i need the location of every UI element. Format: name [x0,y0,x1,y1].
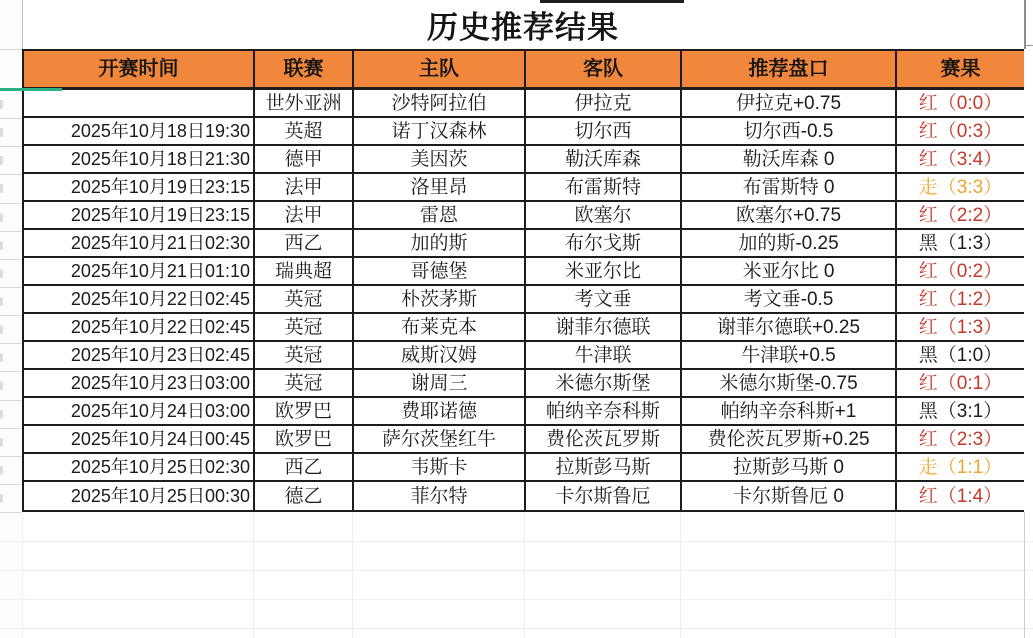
cell-result[interactable]: 红（1:3） [897,314,1024,342]
cell-result[interactable]: 红（1:4） [897,482,1024,510]
cell-home-team[interactable]: 布莱克本 [354,314,526,342]
cell-handicap[interactable]: 布雷斯特 0 [682,174,897,202]
cell-league[interactable]: 英冠 [255,342,354,370]
cell-away-team[interactable]: 布尔戈斯 [526,230,682,258]
cell-away-team[interactable]: 切尔西 [526,118,682,146]
cell-league[interactable]: 德乙 [255,482,354,510]
gridline-vertical [22,512,23,638]
title-row [22,0,1024,49]
strip-gridline [0,371,22,372]
gridline-vertical [352,512,353,638]
column-header-result[interactable]: 赛果 [897,51,1024,90]
cell-time[interactable]: 2025年10月18日19:30 [24,118,255,146]
cell-result[interactable]: 走（1:1） [897,454,1024,482]
strip-gridline [0,203,22,204]
sheet-right-gridline-bottom [1024,512,1025,638]
cell-result[interactable]: 黑（1:0） [897,342,1024,370]
strip-gridline [0,343,22,344]
cell-away-team[interactable]: 欧塞尔 [526,202,682,230]
cell-home-team[interactable]: 美因茨 [354,146,526,174]
clipped-row-number [0,381,3,390]
cell-home-team[interactable]: 韦斯卡 [354,454,526,482]
cell-home-team[interactable]: 萨尔茨堡红牛 [354,426,526,454]
clipped-row-number [0,438,3,447]
cell-handicap[interactable]: 拉斯彭马斯 0 [682,454,897,482]
cell-handicap[interactable]: 谢菲尔德联+0.25 [682,314,897,342]
cell-league[interactable]: 欧罗巴 [255,398,354,426]
cell-away-team[interactable]: 米德尔斯堡 [526,370,682,398]
gridline-horizontal [0,541,1033,542]
strip-gridline [0,484,22,485]
cell-away-team[interactable]: 谢菲尔德联 [526,314,682,342]
cell-home-team[interactable]: 谢周三 [354,370,526,398]
strip-gridline [0,400,22,401]
clipped-row-number [0,184,3,193]
cell-time[interactable]: 2025年10月21日01:10 [24,258,255,286]
strip-gridline [0,231,22,232]
cell-handicap[interactable]: 伊拉克+0.75 [682,90,897,118]
cell-league[interactable]: 瑞典超 [255,258,354,286]
cell-away-team[interactable]: 米亚尔比 [526,258,682,286]
strip-gridline [0,259,22,260]
cell-result[interactable]: 红（0:1） [897,370,1024,398]
cell-time[interactable]: 2025年10月19日23:15 [24,174,255,202]
cell-league[interactable]: 世外亚洲 [255,90,354,118]
cell-league[interactable]: 法甲 [255,202,354,230]
page-title: 历史推荐结果 [427,10,619,45]
strip-gridline [0,456,22,457]
cell-time[interactable]: 2025年10月24日03:00 [24,398,255,426]
cell-handicap[interactable]: 卡尔斯鲁厄 0 [682,482,897,510]
cell-result[interactable]: 红（0:0） [897,90,1024,118]
cell-home-team[interactable]: 费耶诺德 [354,398,526,426]
sheet-right-gridline-top [1024,0,1026,49]
cell-league[interactable]: 英冠 [255,370,354,398]
clipped-row-number [0,241,3,250]
clipped-row-number [0,353,3,362]
cell-result[interactable]: 红（1:2） [897,286,1024,314]
cell-result[interactable]: 黑（1:3） [897,230,1024,258]
cell-time[interactable]: 2025年10月24日00:45 [24,426,255,454]
cell-home-team[interactable]: 菲尔特 [354,482,526,510]
cell-league[interactable]: 英冠 [255,286,354,314]
cell-handicap[interactable]: 牛津联+0.5 [682,342,897,370]
column-header-league[interactable]: 联赛 [255,51,354,90]
cell-league[interactable]: 西乙 [255,454,354,482]
strip-gridline [0,315,22,316]
cell-handicap[interactable]: 欧塞尔+0.75 [682,202,897,230]
strip-gridline [0,428,22,429]
cell-handicap[interactable]: 米德尔斯堡-0.75 [682,370,897,398]
gridline-horizontal [0,628,1033,629]
cell-league[interactable]: 英超 [255,118,354,146]
strip-gridline [0,287,22,288]
cell-time[interactable]: 2025年10月25日02:30 [24,454,255,482]
cell-time[interactable]: 2025年10月22日02:45 [24,286,255,314]
clipped-row-number [0,269,3,278]
cell-away-team[interactable]: 考文垂 [526,286,682,314]
freeze-pane-indicator [0,88,62,91]
column-header-home-team[interactable]: 主队 [354,51,526,90]
cell-home-team[interactable]: 沙特阿拉伯 [354,90,526,118]
cell-league[interactable]: 法甲 [255,174,354,202]
cell-away-team[interactable]: 牛津联 [526,342,682,370]
cell-result[interactable]: 红（2:3） [897,426,1024,454]
cell-handicap[interactable]: 勒沃库森 0 [682,146,897,174]
gridline-vertical [895,512,896,638]
cell-result[interactable]: 红（2:2） [897,202,1024,230]
cell-time[interactable]: 2025年10月23日02:45 [24,342,255,370]
cell-time[interactable]: 2025年10月21日02:30 [24,230,255,258]
cell-league[interactable]: 西乙 [255,230,354,258]
clipped-row-number [0,128,3,137]
clipped-row-number [0,297,3,306]
clipped-row-number [0,156,3,165]
cell-league[interactable]: 欧罗巴 [255,426,354,454]
cell-time[interactable] [24,90,255,118]
cell-home-team[interactable]: 雷恩 [354,202,526,230]
cell-result[interactable]: 红（0:3） [897,118,1024,146]
cell-time[interactable]: 2025年10月23日03:00 [24,370,255,398]
clipped-row-number [0,410,3,419]
cell-home-team[interactable]: 朴茨茅斯 [354,286,526,314]
gridline-horizontal [0,570,1033,571]
cell-away-team[interactable]: 卡尔斯鲁厄 [526,482,682,510]
strip-gridline [0,146,22,147]
clipped-row-number [0,100,3,109]
cell-away-team[interactable]: 费伦茨瓦罗斯 [526,426,682,454]
clipped-row-number [0,494,3,503]
sheet-right-row-gridline [1024,45,1033,46]
cell-away-team[interactable]: 伊拉克 [526,90,682,118]
cell-league[interactable]: 英冠 [255,314,354,342]
cell-result[interactable]: 走（3:3） [897,174,1024,202]
clipped-row-number [0,213,3,222]
cell-handicap[interactable]: 加的斯-0.25 [682,230,897,258]
cell-time[interactable]: 2025年10月19日23:15 [24,202,255,230]
cell-away-team[interactable]: 勒沃库森 [526,146,682,174]
results-table [22,49,1024,512]
strip-gridline [0,512,22,513]
cell-handicap[interactable]: 考文垂-0.5 [682,286,897,314]
column-header-away-team[interactable]: 客队 [526,51,682,90]
gridline-horizontal [0,599,1033,600]
column-header-time[interactable]: 开赛时间 [24,51,255,90]
cell-result[interactable]: 红（3:4） [897,146,1024,174]
gridline-vertical [253,512,254,638]
gridline-vertical [524,512,525,638]
cell-home-team[interactable]: 洛里昂 [354,174,526,202]
cell-home-team[interactable]: 诺丁汉森林 [354,118,526,146]
gridline-vertical [680,512,681,638]
cell-away-team[interactable]: 拉斯彭马斯 [526,454,682,482]
cell-away-team[interactable]: 布雷斯特 [526,174,682,202]
column-header-handicap[interactable]: 推荐盘口 [682,51,897,90]
clipped-row-number [0,325,3,334]
cell-home-team[interactable]: 加的斯 [354,230,526,258]
strip-gridline [0,174,22,175]
cell-handicap[interactable]: 切尔西-0.5 [682,118,897,146]
cell-result[interactable]: 红（0:2） [897,258,1024,286]
cell-handicap[interactable]: 费伦茨瓦罗斯+0.25 [682,426,897,454]
cell-time[interactable]: 2025年10月18日21:30 [24,146,255,174]
cell-time[interactable]: 2025年10月22日02:45 [24,314,255,342]
cell-handicap[interactable]: 帕纳辛奈科斯+1 [682,398,897,426]
strip-gridline [0,118,22,119]
cell-time[interactable]: 2025年10月25日00:30 [24,482,255,510]
row-header-strip [0,0,23,638]
cell-handicap[interactable]: 米亚尔比 0 [682,258,897,286]
cell-home-team[interactable]: 威斯汉姆 [354,342,526,370]
cell-away-team[interactable]: 帕纳辛奈科斯 [526,398,682,426]
cell-result[interactable]: 黑（3:1） [897,398,1024,426]
cell-league[interactable]: 德甲 [255,146,354,174]
clipped-row-number [0,466,3,475]
cell-home-team[interactable]: 哥德堡 [354,258,526,286]
